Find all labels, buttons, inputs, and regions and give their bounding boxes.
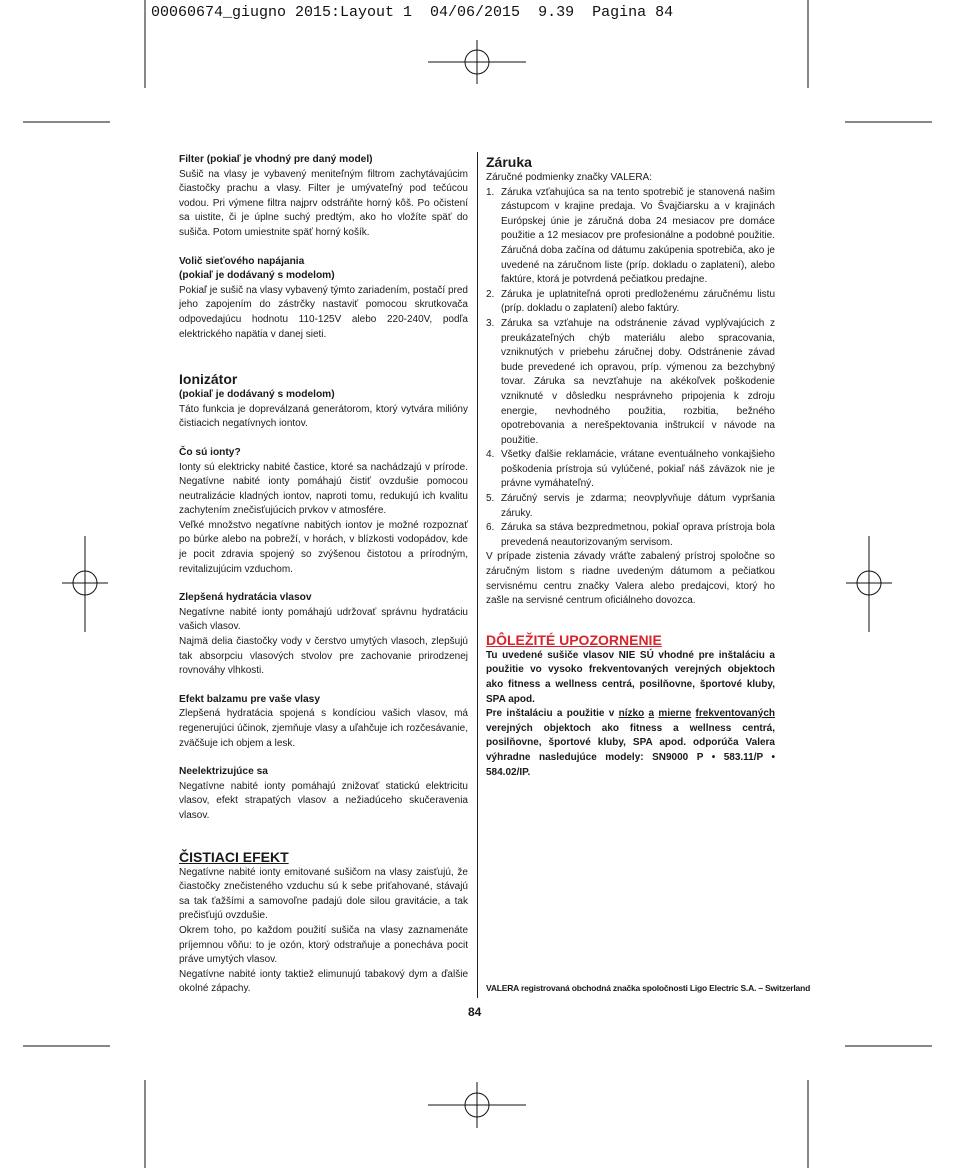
- list-item: 5. Záručný servis je zdarma; neovplyvňuje dátum vypršania záruky.: [486, 493, 775, 519]
- cleaning-paragraph-3: Negatívne nabité ionty taktiež elimunujú tabakový dym a ďalšie okolné zápachy.: [179, 968, 468, 995]
- filter-text: Sušič na vlasy je vybavený meniteľným filtrom zachytávajúcim čiastočky prachu a vlasy. Filter je umývateľný pod tečúcou vodou. Pri výmene filtra najprv odstráňte horný kôš. Po očistení sa uistite, či je úplne suchý predtým, ako ho vložíte späť do sušiča. Potom umiestnite späť horný košík.: [179, 168, 468, 238]
- voltage-subtitle: (pokiaľ je dodávaný s modelom): [179, 270, 335, 282]
- list-item: 6. Záruka sa stáva bezpredmetnou, pokiaľ oprava prístroja bola prevedená neautorizovaným servisom.: [486, 522, 775, 548]
- ionizer-subtitle: (pokiaľ je dodávaný s modelom): [179, 389, 335, 401]
- nonelectric-title: Neelektrizujúce sa: [179, 766, 268, 778]
- warranty-heading: Záruka: [486, 154, 532, 170]
- print-slug: 00060674_giugno 2015:Layout 1 04/06/2015 9.39 Pagina 84: [151, 4, 674, 21]
- cleaning-heading: ČISTIACI EFEKT: [179, 848, 289, 865]
- right-column: [486, 153, 775, 780]
- column-divider: [477, 152, 478, 998]
- ionizer-text: Táto funkcia je dopreválzaná generátorom, ktorý vytvára milióny čistiacich negatívnych iontov.: [179, 403, 468, 430]
- ions-paragraph-1: Ionty sú elektricky nabité častice, ktoré sa nachádzajú v prírode. Negatívne nabité ionty pomáhajú čistiť ovzdušie pomocou neutralizácie kladných iontov, naproti tomu, redukujú ich kvalitu zachytením znečisťujúcich prvkov v atmosfére.: [179, 461, 468, 517]
- filter-title: Filter (pokiaľ je vhodný pre daný model): [179, 154, 373, 165]
- important-paragraph-2: Pre inštaláciu a použitie v nízko a mierne frekventovaných verejných objektoch ako fitness a wellness centrá, posilňovne, športové kluby, SPA apod. odporúča Valera výhradne nasledujúce modely: SN9000 P • 583.11/P • 584.02/IP.: [486, 708, 776, 778]
- hydration-title: Zlepšená hydratácia vlasov: [179, 592, 312, 604]
- cleaning-paragraph-1: Negatívne nabité ionty emitované sušičom na vlasy zaisťujú, že čiastočky znečisteného vzduchu sú k sebe priťahované, stávajú sa tak ťažšími a samovoľne padajú dole silou gravitácie, a tak prečisťujú ovzdušie.: [179, 866, 468, 922]
- warranty-list: [486, 186, 775, 551]
- ionizer-heading: Ionizátor: [179, 371, 238, 388]
- hydration-paragraph-1: Negatívne nabité ionty pomáhajú udržovať správnu hydratáciu vašich vlasov.: [179, 606, 468, 633]
- ions-title: Čo sú ionty?: [179, 446, 241, 458]
- list-item: 4. Všetky ďalšie reklamácie, vrátane eventuálneho vonkajšieho poškodenia prístroja sú vylúčené, pokiaľ náš záväzok nie je právne vymáhateľný.: [486, 449, 775, 490]
- cleaning-paragraph-2: Okrem toho, po každom použití sušiča na vlasy zaznamenáte príjemnou vôňu: to je ozón, ktorý odstraňuje a ponecháva pocit práve umytých vlasov.: [179, 924, 468, 966]
- list-item: 1. Záruka vzťahujúca sa na tento spotrebič je stanovená našim zástupcom v krajine predaja. Vo Švajčiarsku a v krajinách Európskej únie je záručná doba 24 mesiacov pre domáce použitie a 12 mesiacov pre profesionálne a podobné použitie. Záručná doba začína od dátumu zakúpenia spotrebiča, ako je uvedené na záručnom liste (príp. dokladu o zaplatení), alebo faktúre, ktorá je potvrdená pečiatkou predajne.: [486, 186, 775, 286]
- list-item: 2. Záruka je uplatniteľná oproti predloženému záručnému listu (príp. dokladu o zaplatení) alebo faktúry.: [486, 288, 775, 315]
- ions-paragraph-2: Veľké množstvo negatívne nabitých iontov je možné rozpoznať po búrke alebo na pobreží, v horách, v blízkosti vodopádov, kde je pocit zdravia spojený so zvýšenou čistotou a prírodným, revitalizujúcim vzduchom.: [179, 519, 468, 575]
- warranty-intro: Záručné podmienky značky VALERA:: [486, 172, 653, 183]
- warranty-closing: V prípade zistenia závady vráťte zabalený prístroj spoločne so záručným listom s riadne uvedeným dátumom a pečiatkou servisnému centru značky Valera alebo predajcovi, ktorý ho zašle na servisné centrum oficiálneho dovozca.: [486, 551, 775, 607]
- list-item: 3. Záruka sa vzťahuje na odstránenie závad vyplývajúcich z preukázateľných chýb materiálu alebo spracovania, vzniknutých v priebehu záručnej doby. Odstránenie závad bude prevedené ich opravou, príp. výmenou za bezchybný tovar. Záruka sa nevzťahuje na akékoľvek poškodenie vzniknuté v dôsledku nesprávneho pripojenia k zdroju energie, nevhodného použitia, rozbitia, bežného opotrebovania a nerešpektovania inštrukcií v návode na použitie.: [486, 317, 775, 446]
- left-column: [179, 153, 468, 997]
- hydration-paragraph-2: Najmä delia čiastočky vody v čerstvo umytých vlasoch, zlepšujú tak absorpciu vlasových stvolov pre zachovanie prirodzenej rovnováhy vlhkosti.: [179, 636, 468, 677]
- voltage-text: Pokiaľ je sušič na vlasy vybavený týmto zariadením, postačí pred jeho zapojením do zástrčky nastaviť pomocou skrutkovača odpovedajúcu hodnotu 110-125V alebo 220-240V, podľa elektrického napätia v danej sieti.: [179, 284, 468, 340]
- registration-mark-bottom: [428, 1082, 526, 1128]
- important-paragraph-1: Tu uvedené sušiče vlasov NIE SÚ vhodné pre inštaláciu a použitie vo vysoko frekventovaných verejných objektoch ako fitness a wellness centrá, posilňovne, športové kluby, SPA apod.: [486, 649, 775, 705]
- nonelectric-text: Negatívne nabité ionty pomáhajú znižovať statickú elektricitu vlasov, efekt strapatých vlasov a nežiadúceho skučeravenia vlasov.: [179, 780, 468, 821]
- balsam-text: Zlepšená hydratácia spojená s kondíciou vašich vlasov, má regenerujúci účinok, zjemňuje vlasy a uľahčuje ich rozčesávanie, zväčšuje ich objem a lesk.: [179, 708, 468, 749]
- registration-mark-top: [428, 40, 526, 84]
- registration-mark-right: [846, 536, 892, 632]
- registration-mark-left: [62, 536, 108, 632]
- trademark-note: VALERA registrovaná obchodná značka spoločnosti Ligo Electric S.A. – Switzerland: [486, 983, 811, 993]
- important-heading: DÔLEŽITÉ UPOZORNENIE: [486, 631, 662, 648]
- balsam-title: Efekt balzamu pre vaše vlasy: [179, 693, 321, 705]
- page-number: 84: [468, 1005, 482, 1019]
- voltage-title: Volič sieťového napájania: [179, 255, 305, 267]
